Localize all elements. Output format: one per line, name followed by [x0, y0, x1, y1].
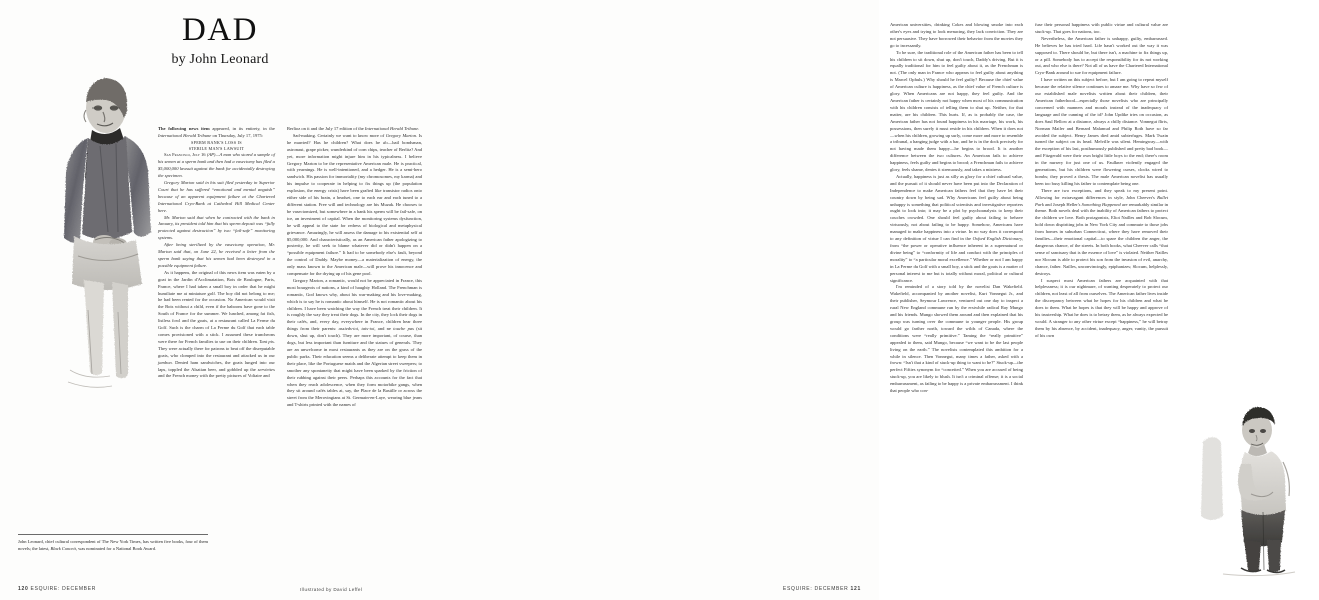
para-text: from “the power or operative influence inherent in a supernatural or divine being” to “conformity of life and conduct with the principles of morality” to “a particular moral excellence.” Whether or not I am happy in La Ferme du Golf with a small boy, a stick and the goats is a matter of personal interest to me but is totally without moral, political or cultural significance. — [890, 243, 1023, 283]
para-italic: Something Happened — [1081, 201, 1121, 207]
bio-book-title: Black Conceit — [50, 545, 76, 551]
column-right-2 — [1035, 22, 1168, 570]
para-text: Denied ham sandwiches, the goats lunged into our laps, toppled the Alsatian beer, and gobbled up the — [158, 359, 275, 372]
para-italic: Tant pis. — [259, 338, 275, 344]
para-text: (sit down, shut up, don't touch). They are more important, of course, than dogs, but less important than furniture and the statues of generals. They are an unwelcome in most restaurants as they are on the grass of the public parks. Their education seems a deliberate attempt to keep them in their place, like the Portuguese maids and the Algerian street sweepers; to smother any spontaneity that might have been sparked by the friction of their rubbing against their peers. Perhaps this accounts for the fact that when they reach adolescence, when they form motorbike gangs, when they sit around cafés tables at, say, the Place de la Bastille or across the street from the Merovingians at St. Germain-en-Laye, wearing blue jeans and T-shirts printed with the names of — [286, 326, 423, 408]
para-italic: (AP)—A man who stored a sample of his semen at a sperm bank and then had a vasectomy has filed a $5,000,000 lawsuit against the bank for accidentally destroying the specimen. — [158, 152, 275, 179]
para-text: fuse their personal happiness with public virtue and cultural value are stuck-up. That goes for nations, too. — [1035, 22, 1168, 34]
para-italic: Gregory Marton said in his suit filed yesterday in Superior Court that he has suffered “emotional and mental anguish” because of an apparent equipment failure at the Chartered International Cryo-Bank at Cathedral Hill Medical Center here. — [158, 180, 275, 213]
para-text: There are two exceptions, and they speak to my present point. Allowing for extravagant differences in style, John Cheever's — [1035, 187, 1168, 200]
news-headline-line-2: STERILE MAN'S LAWSUIT — [188, 146, 245, 152]
standing-child-illustration — [1197, 398, 1315, 576]
para-text: Gregory Marton, a romantic, would not be appreciated in France, this most bourgeois of nations, a kind of haughty Holland. The Frenchman is romantic, God knows why, about his war-making and his love-making, which is to say he is romantic about himself. He is not romantic about his children. I have been watching the way the French treat their children. It is roughly the way they treat their dogs. In the city, they lock their dogs in their cafés, and, every day, everywhere in France, children hear three things from their parents: — [286, 277, 422, 332]
bio-text: , was nominated for a National Book Award. — [75, 545, 157, 551]
article-byline: by John Leonard — [171, 52, 269, 67]
lead-in-text: The following news item — [158, 126, 210, 131]
page-number-right: 121 — [850, 586, 861, 592]
para-text: Actually, happiness is just as silly as glory for a chief cultural value, and the pursuit of it should never have been put into the Declaration of Independence to make American fathers feel that they have let their country down by being sad. Why Americans feel guilty about being unhappy is something that political scientists and investigative reporters ought to look into; it may be a plot by psychoanalysts to keep their couches crowded. One should feel guilty about failing to behave virtuously, not about failing to be happy. Somehow, Americans have managed to make happiness into a virtue. In no way does it correspond to any definition of virtue I can find in the — [890, 173, 1023, 242]
bio-text: John Leonard, chief cultural correspondent of The New York Times, has written five books, four of them novels; the latest, — [18, 539, 208, 551]
para-text: and ne — [375, 326, 394, 332]
para-italic: Gregory Marton. — [385, 132, 418, 138]
para-text: Sad-making. Certainly we want to know more of — [292, 132, 386, 138]
para-text: are remarkably similar in theme. Both novels deal with the inability of American fathers to protect the children we love. Both protagonists, Eliot Nailles and Bob Slocum, hold down dispiriting jobs in New York City and commute to those jobs from homes in suburban Connecticut, where they have removed their families—their emotional capital—to spare the children the anger, the dangerous chance, of the streets. In both books, what Cheever calls “that sense of sanctuary that is the essence of love” is violated. Neither Nailles nor Slocum is able to protect his son from the invasion of evil, anarchy, chance, father. Nailles, unconvincingly, epiphanizes; Slocum, helplessly, destroys. — [1035, 201, 1168, 276]
para-text: —bail bondsman, astronaut, grape picker, wunderkind of corn chips, teacher of Berlitz? And yet, more information might injure him in his typicalness. I believe Gregory Marton to be the representative American male. He is practical, with yearnings. He is well-intentioned, and a hedger. He is a semi-hero sandwich. His passion for immortality (my chromosomes, my karma) and his impulse to cooperate in helping to fix things up (the population explosion, the energy crisis) have been grafted like transistor radios onto either side of his brain, a headset, one to each ear and each tuned to a different station. Free will and technology are his Muzak. He chooses to be vasectomized, but somewhere in a bank his sperm will be fail-safe, on ice, an investment of capital. When the monitoring systems dysfunction, he will appeal to the state for redress of biological and metaphysical grievance. Amazingly, he will assess the damage to his existential self at $5,000,000. And characteristically, as an American father apologizing to posterity, he will seek to blame whatever did or didn't happen on a “possible equipment failure.” It had to be somebody else's fault, beyond the control of Daddy. Maybe money—a materialization of energy, the only mass known to the American male—will prove his innocence and compensate for the drying up of his gene pool. — [286, 139, 422, 277]
page-left — [0, 0, 440, 600]
para-text: on Thursday, July 17, 1975: — [211, 132, 264, 138]
para-text: To be sure, the traditional role of the American father has been to tell his children to sit down, shut up, don't touch, Daddy's driving. But it is equally traditional for him to feel guilty about it, as the Frenchman is not. (The only man in France who appears to feel guilty about anything is Marcel Ophuls.) Why should he feel guilty? Because the chief value of American culture is happiness, as the chief value of French culture is glory. When Americans are not happy, they feel guilty. And the American father is certainly not happy when most of his communication with his children consists of telling them to shut up. Neither, for that matter, are his children. This hurts. If, as is probably the case, the American father has not found happiness in his marriage, his work, his possessions, then surely it must reside in his children. When it does not—when his children, growing up surly, come more and more to resemble a tribunal, a hanging judge with a bar, and he is in the dock precisely for not having made them happy—he begins to brood. It is another difference between the two cultures. An American fails to achieve happiness, feels guilty and begins to brood; a Frenchman fails to achieve glory, feels shame, denies it strenuously, and takes a mistress. — [890, 49, 1023, 173]
para-italic: serviettes — [257, 366, 275, 372]
page-number-left: 120 — [18, 586, 29, 592]
para-italic: do — [383, 139, 388, 145]
para-italic: Oxford English Dictionary, — [972, 236, 1024, 242]
column-left-2 — [287, 126, 422, 409]
para-text: I'm reminded of a story told by the novelist Dan Wakefield. Wakefield, accompanied by another novelist, Kurt Vonnegut Jr., and their publisher, Seymour Lawrence, ventured out one day to inspect a rural New England commune run by the erstwhile radical Ray Mungo and his friends. Mungo showed them around and then explained that his group was turning over the commune to younger people. His group would go farther north, toward the wilds of Canada, where the conditions were “really primitive.” Taming the “really primitive” appealed to them, said Mungo, because “we want to be the last people living on the earth.” The novelists contemplated this ambition for a while in silence. Then Vonnegut, many times a father, asked with a frown: “Isn't that a kind of stuck-up thing to want to be?” Stuck-up—the perfect Fifties synonym for “conceited.” When you are accused of being stuck-up, you are likely to blush. It isn't a criminal offense; it is a social embarrassment, as failing to be happy is a private embarrassment. I think that people who con- — [890, 284, 1023, 394]
folio-left — [18, 586, 96, 592]
author-bio-note — [18, 534, 208, 553]
para-text: Nevertheless, the American father is unhappy, guilty, embarrassed. He believes he has tried hard. Life hasn't worked out the way it was supposed to. There should be, but there isn't, a machine to fix things up, or a pill. Somebody has to accept the responsibility for its not working out, and who else is there? Not all of us have the Chartered International Cryo-Bank around to sue for equipment failure. — [1035, 35, 1168, 76]
masthead — [0, 14, 440, 68]
footer-publication-left: ESQUIRE: DECEMBER — [30, 586, 97, 592]
para-italic: After being sterilized by the vasectomy operation, Mr. Marton said that, on June 22, he received a letter from the sperm bank saying that his semen had been destroyed in a possible equipment failure. — [158, 242, 275, 268]
folio-right — [783, 586, 861, 592]
para-italic: Mr. Marton said that when he contracted with the bank in January, its president told him that his sperm deposit was “fully protected against destruction” by two “fail-safe” monitoring systems. — [158, 214, 275, 241]
para-text: Berlioz on it and the July 17 edition of the — [286, 126, 365, 131]
page-right — [440, 0, 1168, 600]
para-italic: Bullet Park — [1035, 194, 1168, 207]
para-italic: touche pas — [393, 326, 414, 332]
para-italic: assieds-toi, tais-toi, — [338, 326, 376, 332]
para-text: I suspect most American fathers are acquainted with that helplessness; it is our nightmare, of wanting desperately to protect our children, not least of all from ourselves. The American father lives inside the discrepancy between what he hopes for his children and what he does to them. What he hopes is that they will be happy and approve of his trusteeship. What he does is to betray them, as he always expected he would. A stranger to any other virtue except “happiness,” he will betray them by his absence, by accident, inadequacy, anger, vanity, the pursuit of his own — [1035, 277, 1168, 338]
para-text: American universities, drinking Cokes and blowing smoke into each other's eyes and trying to look menacing, they lack conviction. They are not persuasive. They have borrowed their behavior from the movies they go to incessantly. — [890, 22, 1023, 48]
para-text: and the French money with the pretty pictures of Voltaire and — [158, 373, 270, 379]
para-text: They were actually there for patrons to beat off the disreputable goats, who clomped into the restaurant and attacked us in our — [158, 345, 275, 358]
column-left-1 — [158, 126, 275, 380]
para-text: Is he married? Has he children? What does he — [286, 132, 423, 145]
para-text: I have written on this subject before, but I am going to repeat myself because the relative silence continues to amaze me. Why have so few of our established male novelists written about their children, their American fatherhood—especially those novelists who are principally concerned with manners and morals instead of the inadequacy of language and the cunning of the id? John Updike tries on occasion, as does Saul Bellow at a distance, always a chilly distance. Vonnegut flirts, Norman Mailer and Bernard Malamud and Philip Roth have so far avoided the subject. Henry James died amid subterfuges. Mark Twain turned the subject on its head. Melville was silent. Hemingway—with the exception of his last, posthumously published and pretty bad book—and Fitzgerald were their own bright little boys to the end; there's room in the nursery for just one of us. Faulkner violently engaged the generations, but his children were flowering curses, clocks wired to bombs; they proved a thesis. The male American novelist has usually been too busy killing his father to contemplate being one. — [1035, 77, 1168, 186]
para-text: appeared, in its entirety, in the — [209, 126, 275, 131]
para-italic: International Herald Tribune. — [364, 126, 420, 131]
para-text: As it happens, the original of this news item was eaten by a goat in the Jardin d'Acclimatation, Bois de Boulogne, Paris, France, where I had taken a small boy in order that he might humiliate me at miniature golf. The boy did not belong to me; he had been rented for the occasion. No American would visit the Bois without a child, even if the baboons have gone to the South of France for the summer. We lunched, among fat fish, listless fowl and the goats, at a restaurant called La Ferme du Golf. Such is the charm of La Ferme du Golf that each table comes provisioned with a stick. I assumed these truncheons were there for French families to use on their children. — [158, 269, 275, 344]
para-italic: jambon. — [158, 359, 173, 365]
news-dateline: San Francisco, July 16 — [164, 152, 206, 158]
news-headline-line-1: SPERM BANK'S LOSS IS — [191, 139, 242, 145]
article-title: DAD — [182, 12, 258, 48]
standing-child-sketch — [1197, 398, 1315, 576]
footer-publication-right: ESQUIRE: DECEMBER — [782, 586, 849, 592]
column-right-1 — [890, 22, 1023, 570]
para-italic: International Herald Tribune — [158, 132, 212, 138]
illustration-credit: Illustrated by David Leffel — [300, 587, 363, 592]
para-text: and Joseph Heller's — [1043, 201, 1082, 207]
left-page-columns — [0, 126, 440, 526]
